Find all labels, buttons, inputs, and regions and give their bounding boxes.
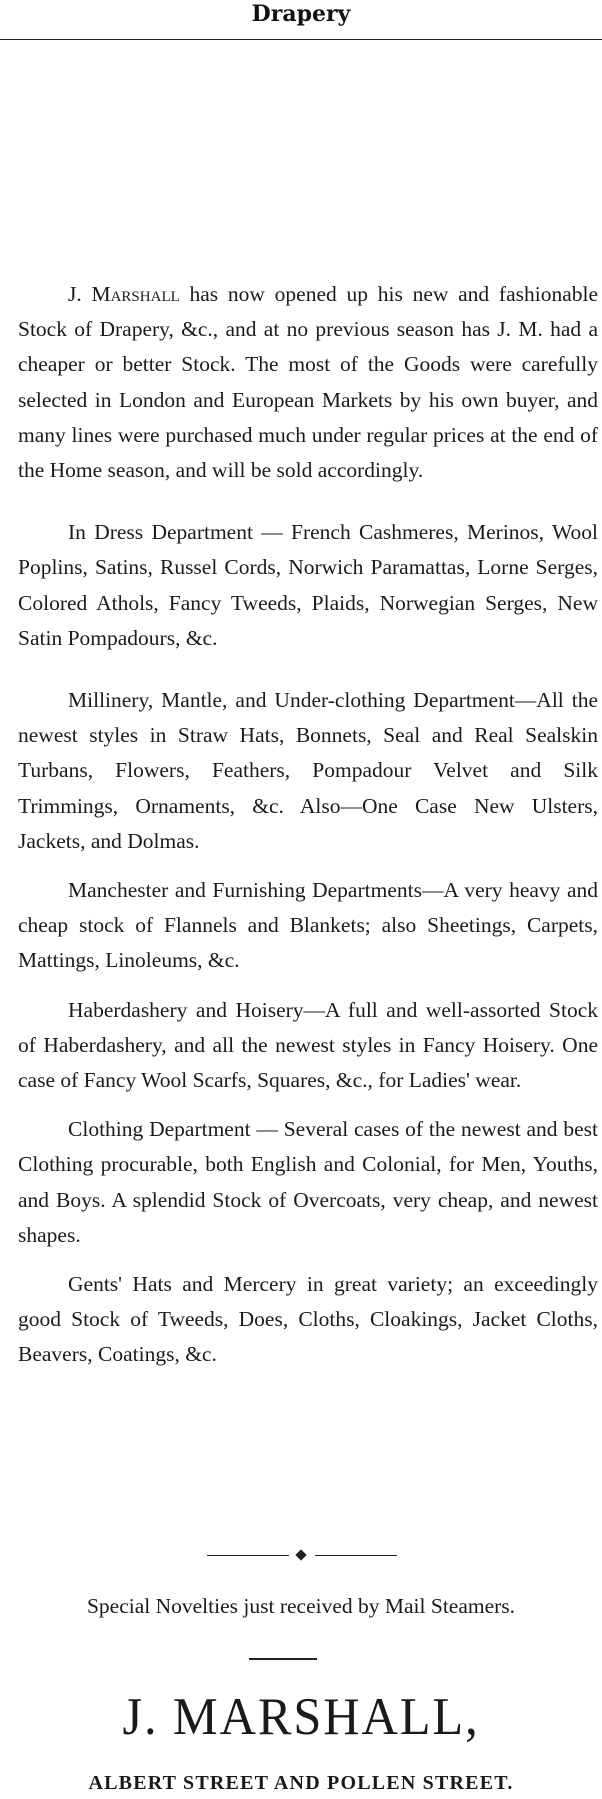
gents-hats-paragraph: Gents' Hats and Mercery in great variety; an exceedingly good Stock of Tweeds, Does, Cloths, Cloakings, Jacket Cloths, Beavers, Coatings, &c. bbox=[18, 1272, 598, 1367]
ornamental-divider bbox=[207, 1549, 397, 1563]
merchant-name: J. MARSHALL, bbox=[122, 1688, 480, 1746]
dress-department-paragraph: In Dress Department — French Cashmeres, Merinos, Wool Poplins, Satins, Russel Cords, Norwich Paramattas, Lorne Serges, Colored Athols, Fancy Tweeds, Plaids, Norwegian Serges, New Satin Pompadours, &c. bbox=[18, 520, 598, 650]
merchant-name-inline: J. Marshall bbox=[68, 282, 180, 306]
millinery-paragraph: Millinery, Mantle, and Under-clothing Department—All the newest styles in Straw Hats, Bonnets, Seal and Real Sealskin Turbans, Flowers, Feathers, Pompadour Velvet and Silk Trimmings, Ornaments, &c. Also—One Case New Ulsters, Jackets, and Dolmas. bbox=[18, 688, 598, 853]
intro-text: has now opened up his new and fashionable Stock of Drapery, &c., and at no previous season has J. M. had a cheaper or better Stock. The most of the Goods were carefully selected in London and European Markets by his own buyer, and many lines were purchased much under regular prices at the end of the Home season, and will be sold accordingly. bbox=[18, 282, 599, 483]
short-rule bbox=[249, 1658, 317, 1660]
clothing-paragraph: Clothing Department — Several cases of the newest and best Clothing procurable, both English and Colonial, for Men, Youths, and Boys. A splendid Stock of Overcoats, very cheap, and newest shapes. bbox=[18, 1117, 598, 1247]
page-header bbox=[0, 0, 602, 40]
manchester-paragraph: Manchester and Furnishing Departments—A very heavy and cheap stock of Flannels and Blankets; also Sheetings, Carpets, Mattings, Linoleums, &c. bbox=[18, 878, 598, 973]
advertisement-body bbox=[18, 277, 598, 1373]
header-rule bbox=[0, 39, 602, 40]
special-notice: Special Novelties just received by Mail Steamers. bbox=[86, 1594, 516, 1618]
merchant-address: ALBERT STREET AND POLLEN STREET. bbox=[88, 1772, 514, 1794]
divider-line-left bbox=[207, 1555, 289, 1556]
intro-paragraph bbox=[18, 277, 598, 488]
divider-line-right bbox=[315, 1555, 397, 1556]
diamond-icon bbox=[295, 1549, 306, 1560]
section-title: Drapery bbox=[251, 1, 351, 27]
haberdashery-paragraph: Haberdashery and Hoisery—A full and well-assorted Stock of Haberdashery, and all the newest styles in Fancy Hoisery. One case of Fancy Wool Scarfs, Squares, &c., for Ladies' wear. bbox=[18, 997, 598, 1093]
